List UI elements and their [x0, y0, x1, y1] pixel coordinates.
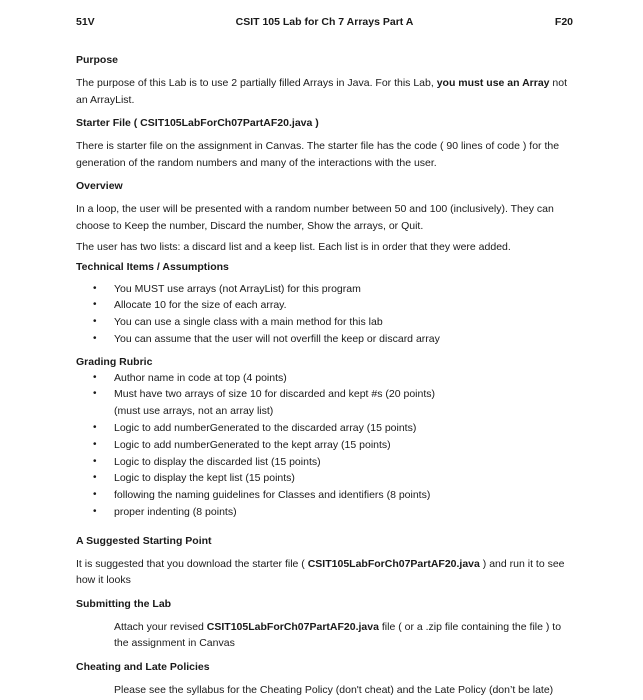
bullet-icon: •: [93, 455, 97, 467]
list-item: [76, 331, 573, 348]
submitting-heading: Submitting the Lab: [76, 597, 172, 610]
list-item-subtext: (must use arrays, not an array list): [114, 405, 274, 418]
list-item: [76, 370, 573, 387]
grading-list: [76, 370, 573, 521]
overview-text-1: In a loop, the user will be presented with a random number between 50 and 100 (inclusively). They can choose to Keep the number, Discard the number, Show the arrays, or Quit.: [76, 203, 554, 232]
suggested-start-text: [76, 556, 573, 589]
bullet-icon: •: [93, 438, 97, 450]
header-course-section: 51V: [76, 16, 95, 28]
list-item: [76, 454, 573, 471]
overview-heading: Overview: [76, 180, 123, 192]
list-item: [76, 504, 573, 521]
header-term: F20: [554, 16, 573, 28]
list-item-text: You can use a single class with a main method for this lab: [114, 316, 383, 329]
starter-file-heading: Starter File ( CSIT105LabForCh07PartAF20.java ): [76, 117, 319, 129]
page-header: [76, 14, 573, 32]
list-item-text: following the naming guidelines for Classes and identifiers (8 points): [114, 489, 431, 502]
document-body: [76, 52, 573, 698]
purpose-heading: Purpose: [76, 54, 119, 66]
technical-list: [76, 281, 573, 348]
purpose-text-part: The purpose of this Lab is to use 2 partially filled Arrays in Java. For this Lab,: [76, 77, 437, 89]
header-title: CSIT 105 Lab for Ch 7 Arrays Part A: [235, 16, 414, 28]
bullet-icon: •: [93, 388, 97, 400]
list-item-text: Logic to display the discarded list (15 points): [114, 455, 321, 468]
technical-heading: Technical Items / Assumptions: [76, 260, 229, 273]
list-item: [76, 386, 573, 420]
list-item-text: Logic to add numberGenerated to the kept array (15 points): [114, 438, 391, 451]
submitting-filename: CSIT105LabForCh07PartAF20.java: [206, 620, 379, 633]
list-item-text: Logic to add numberGenerated to the discarded array (15 points): [114, 422, 417, 435]
bullet-icon: •: [93, 332, 97, 344]
list-item: [76, 437, 573, 454]
bullet-icon: •: [93, 316, 97, 328]
starter-file-text: There is starter file on the assignment in Canvas. The starter file has the code ( 90 lines of code ) for the generation of the random numbers and many of the interactions with the user.: [76, 140, 560, 169]
list-item-text: You MUST use arrays (not ArrayList) for this program: [114, 282, 361, 295]
bullet-icon: •: [93, 489, 97, 501]
submitting-text-part: Attach your revised: [114, 620, 207, 633]
cheating-heading: Cheating and Late Policies: [76, 660, 210, 673]
list-item: [76, 470, 573, 487]
list-item-text: Allocate 10 for the size of each array.: [114, 299, 287, 312]
bullet-icon: •: [93, 422, 97, 434]
bullet-icon: •: [93, 371, 97, 383]
overview-text-2: The user has two lists: a discard list and a keep list. Each list is in order that they were added.: [76, 241, 511, 253]
list-item: [76, 297, 573, 314]
list-item-text: You can assume that the user will not overfill the keep or discard array: [114, 332, 440, 345]
suggested-text-part: It is suggested that you download the starter file (: [76, 557, 308, 570]
list-item: [76, 281, 573, 298]
suggested-text-part: ) and run it to see how it looks: [76, 557, 565, 587]
purpose-text-part: not an ArrayList.: [76, 77, 568, 106]
grading-heading: Grading Rubric: [76, 355, 153, 368]
purpose-text-emphasis: you must use an Array: [436, 77, 550, 89]
suggested-start-heading: A Suggested Starting Point: [76, 534, 212, 547]
list-item: [76, 487, 573, 504]
bullet-icon: •: [93, 299, 97, 311]
list-item-text: proper indenting (8 points): [114, 506, 237, 519]
bullet-icon: •: [93, 472, 97, 484]
list-item-text: Must have two arrays of size 10 for discarded and kept #s (20 points): [114, 388, 435, 401]
list-item-text: Author name in code at top (4 points): [114, 371, 287, 384]
submitting-text: [76, 619, 573, 652]
bullet-icon: •: [93, 282, 97, 294]
list-item: [76, 420, 573, 437]
list-item: [76, 314, 573, 331]
submitting-text-part: file ( or a .zip file containing the file ) to the assignment in Canvas: [114, 620, 562, 650]
suggested-filename: CSIT105LabForCh07PartAF20.java: [307, 557, 480, 570]
cheating-text: Please see the syllabus for the Cheating Policy (don't cheat) and the Late Policy (don’t be late): [114, 683, 554, 696]
bullet-icon: •: [93, 506, 97, 518]
purpose-text: [76, 75, 573, 108]
list-item-text: Logic to display the kept list (15 points): [114, 472, 295, 485]
